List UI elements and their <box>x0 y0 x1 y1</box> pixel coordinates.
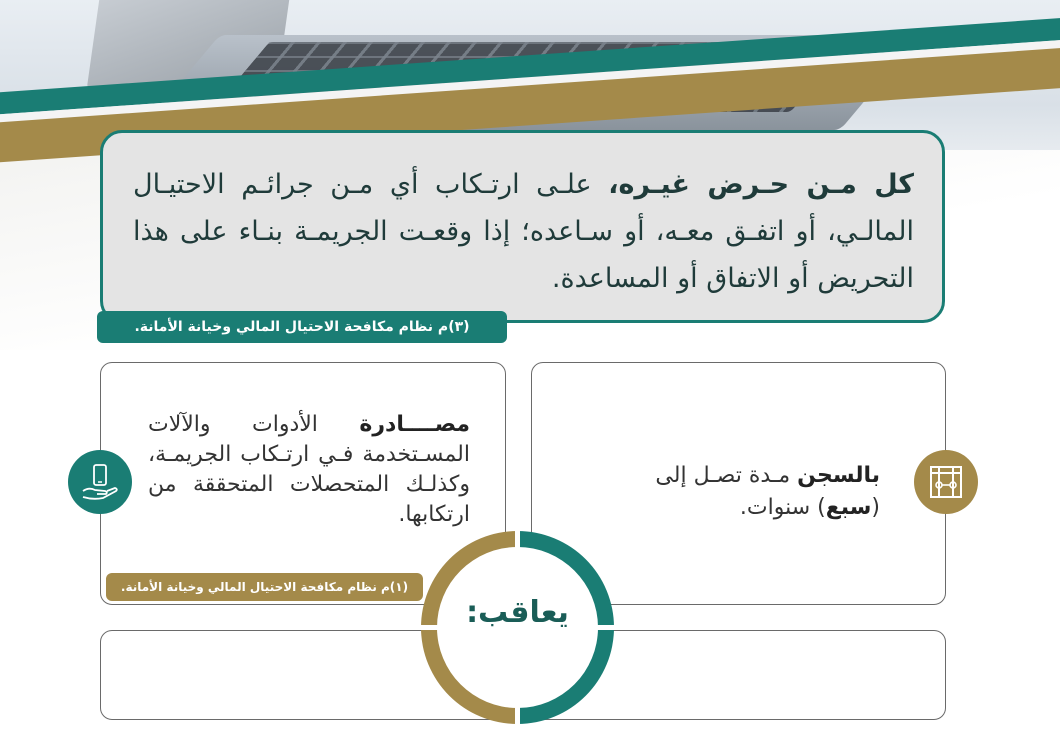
quote-bold-lead: كل مـن حـرض غيـره، <box>608 169 914 200</box>
quote-text <box>133 161 914 302</box>
imprisonment-text: بالسجن مـدة تصـل إلى (سبع) سنوات. <box>655 463 880 520</box>
confiscation-bold: مصــــادرة <box>359 412 470 437</box>
prison-bars-icon <box>914 450 978 514</box>
center-label: يعاقب: <box>466 595 569 630</box>
quote-body: علـى ارتـكاب أي مـن جرائـم الاحتيـال المالـي، أو اتفـق معـه، أو سـاعده؛ إذا وقعـت الجريمـة بنـاء على هذا التحريض أو الاتفاق أو المساعدة. <box>133 169 914 294</box>
imprisonment-years: سبع <box>825 495 872 520</box>
confiscation-source-tag: (١)م نظام مكافحة الاحتيال المالي وخيانة الأمانة. <box>106 573 423 601</box>
quote-box <box>100 130 945 323</box>
source-tag: (٣)م نظام مكافحة الاحتيال المالي وخيانة الأمانة. <box>97 311 507 343</box>
imprisonment-bold: بالسجن <box>797 463 880 488</box>
confiscation-body: الأدوات والآلات المسـتخدمة فـي ارتـكاب الجريمـة، وكذلـك المتحصلات المتحققة من ارتكابها. <box>148 412 470 527</box>
confiscation-text <box>148 410 470 530</box>
phone-in-hand-icon <box>68 450 132 514</box>
